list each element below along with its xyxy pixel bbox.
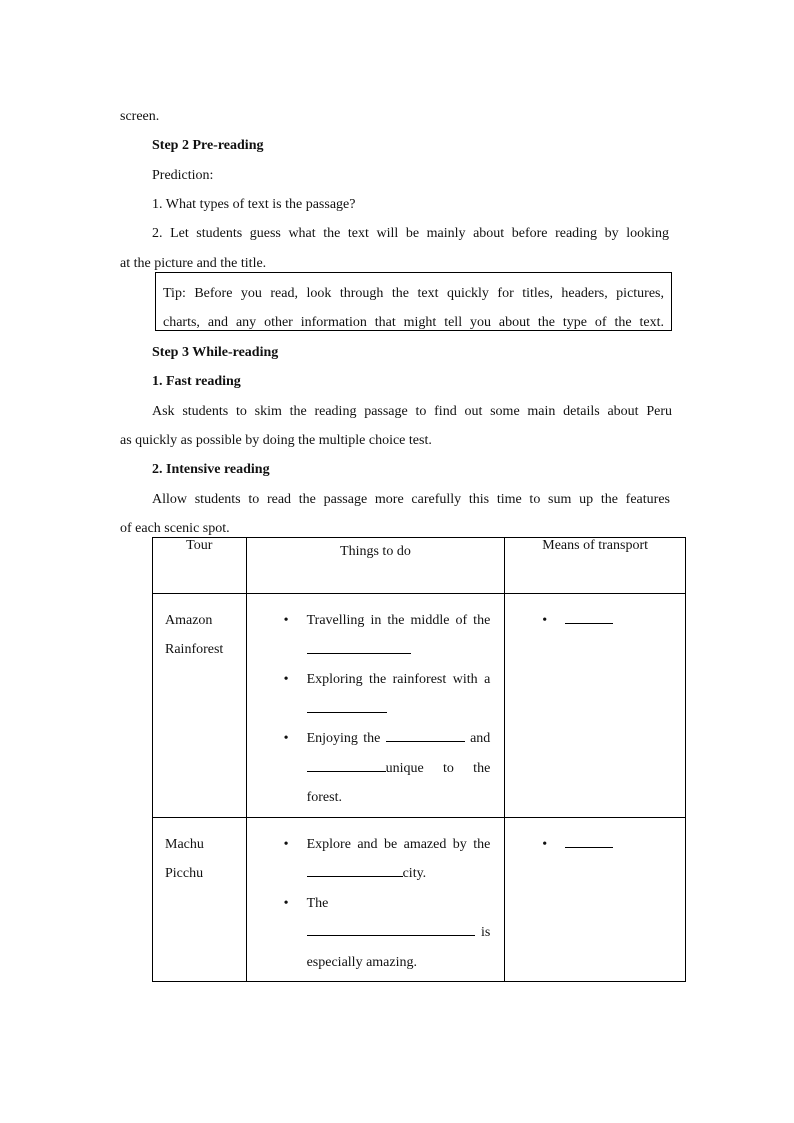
intensive-reading-line2: of each scenic spot. — [120, 521, 230, 536]
item-text: and — [464, 731, 491, 746]
fill-blank[interactable] — [565, 833, 613, 848]
tour-name-line1: Machu — [165, 836, 204, 852]
tour-name-line2: Picchu — [165, 865, 204, 881]
fill-blank[interactable] — [565, 609, 613, 624]
fill-blank[interactable] — [307, 639, 411, 654]
prediction-label: Prediction: — [152, 168, 214, 183]
tip-box — [155, 272, 672, 331]
header-tour: Tour — [153, 538, 247, 594]
fill-blank[interactable] — [307, 757, 386, 772]
fill-blank[interactable] — [307, 921, 475, 936]
table-row — [153, 594, 686, 818]
list-item — [247, 830, 505, 889]
transport-cell — [505, 594, 686, 818]
question-1: 1. What types of text is the passage? — [152, 197, 356, 212]
tour-name — [153, 594, 247, 818]
fast-reading-line1: Ask students to skim the reading passage to find out some main details about Peru — [152, 404, 672, 419]
intensive-reading-heading: 2. Intensive reading — [152, 462, 270, 477]
things-to-do-cell — [246, 594, 505, 818]
transport-item — [505, 606, 685, 635]
transport-item — [505, 830, 685, 859]
tour-table — [152, 537, 686, 982]
step2-heading: Step 2 Pre-reading — [152, 138, 264, 153]
item-text: city. — [402, 866, 427, 881]
intensive-reading-line1: Allow students to read the passage more carefully this time to sum up the features — [152, 492, 670, 507]
item-text: The — [306, 895, 329, 911]
step3-heading: Step 3 While-reading — [152, 345, 279, 360]
fast-reading-heading: 1. Fast reading — [152, 374, 241, 389]
list-item — [247, 606, 505, 665]
intro-tail: screen. — [120, 109, 160, 124]
tour-name — [153, 817, 247, 982]
table-header-row — [153, 538, 686, 594]
item-text: Exploring the rainforest with a — [306, 672, 491, 687]
item-text: Travelling in the middle of the — [306, 613, 491, 628]
item-text: Explore and be amazed by the — [306, 836, 491, 852]
tip-line2: charts, and any other information that might tell you about the type of the text. — [163, 315, 664, 330]
question-2-line1: 2. Let students guess what the text will be mainly about before reading by looking — [152, 226, 669, 241]
list-item — [247, 889, 505, 978]
item-text: Enjoying the — [306, 731, 386, 746]
fill-blank[interactable] — [307, 698, 387, 713]
list-item — [247, 724, 505, 813]
things-to-do-cell — [246, 817, 505, 982]
fill-blank[interactable] — [307, 862, 403, 877]
item-text: is especially amazing. — [306, 925, 491, 970]
list-item — [247, 665, 505, 724]
item-text: unique to the forest. — [306, 760, 491, 805]
question-2-line2: at the picture and the title. — [120, 256, 267, 271]
tour-name-line1: Amazon — [165, 613, 213, 628]
table-row — [153, 817, 686, 982]
header-things-to-do: Things to do — [246, 538, 505, 594]
fill-blank[interactable] — [386, 727, 465, 742]
transport-cell — [505, 817, 686, 982]
header-means-of-transport: Means of transport — [505, 538, 686, 594]
fast-reading-line2: as quickly as possible by doing the multiple choice test. — [120, 433, 432, 448]
tip-line1: Tip: Before you read, look through the text quickly for titles, headers, pictures, — [163, 286, 664, 301]
tour-name-line2: Rainforest — [165, 642, 224, 657]
